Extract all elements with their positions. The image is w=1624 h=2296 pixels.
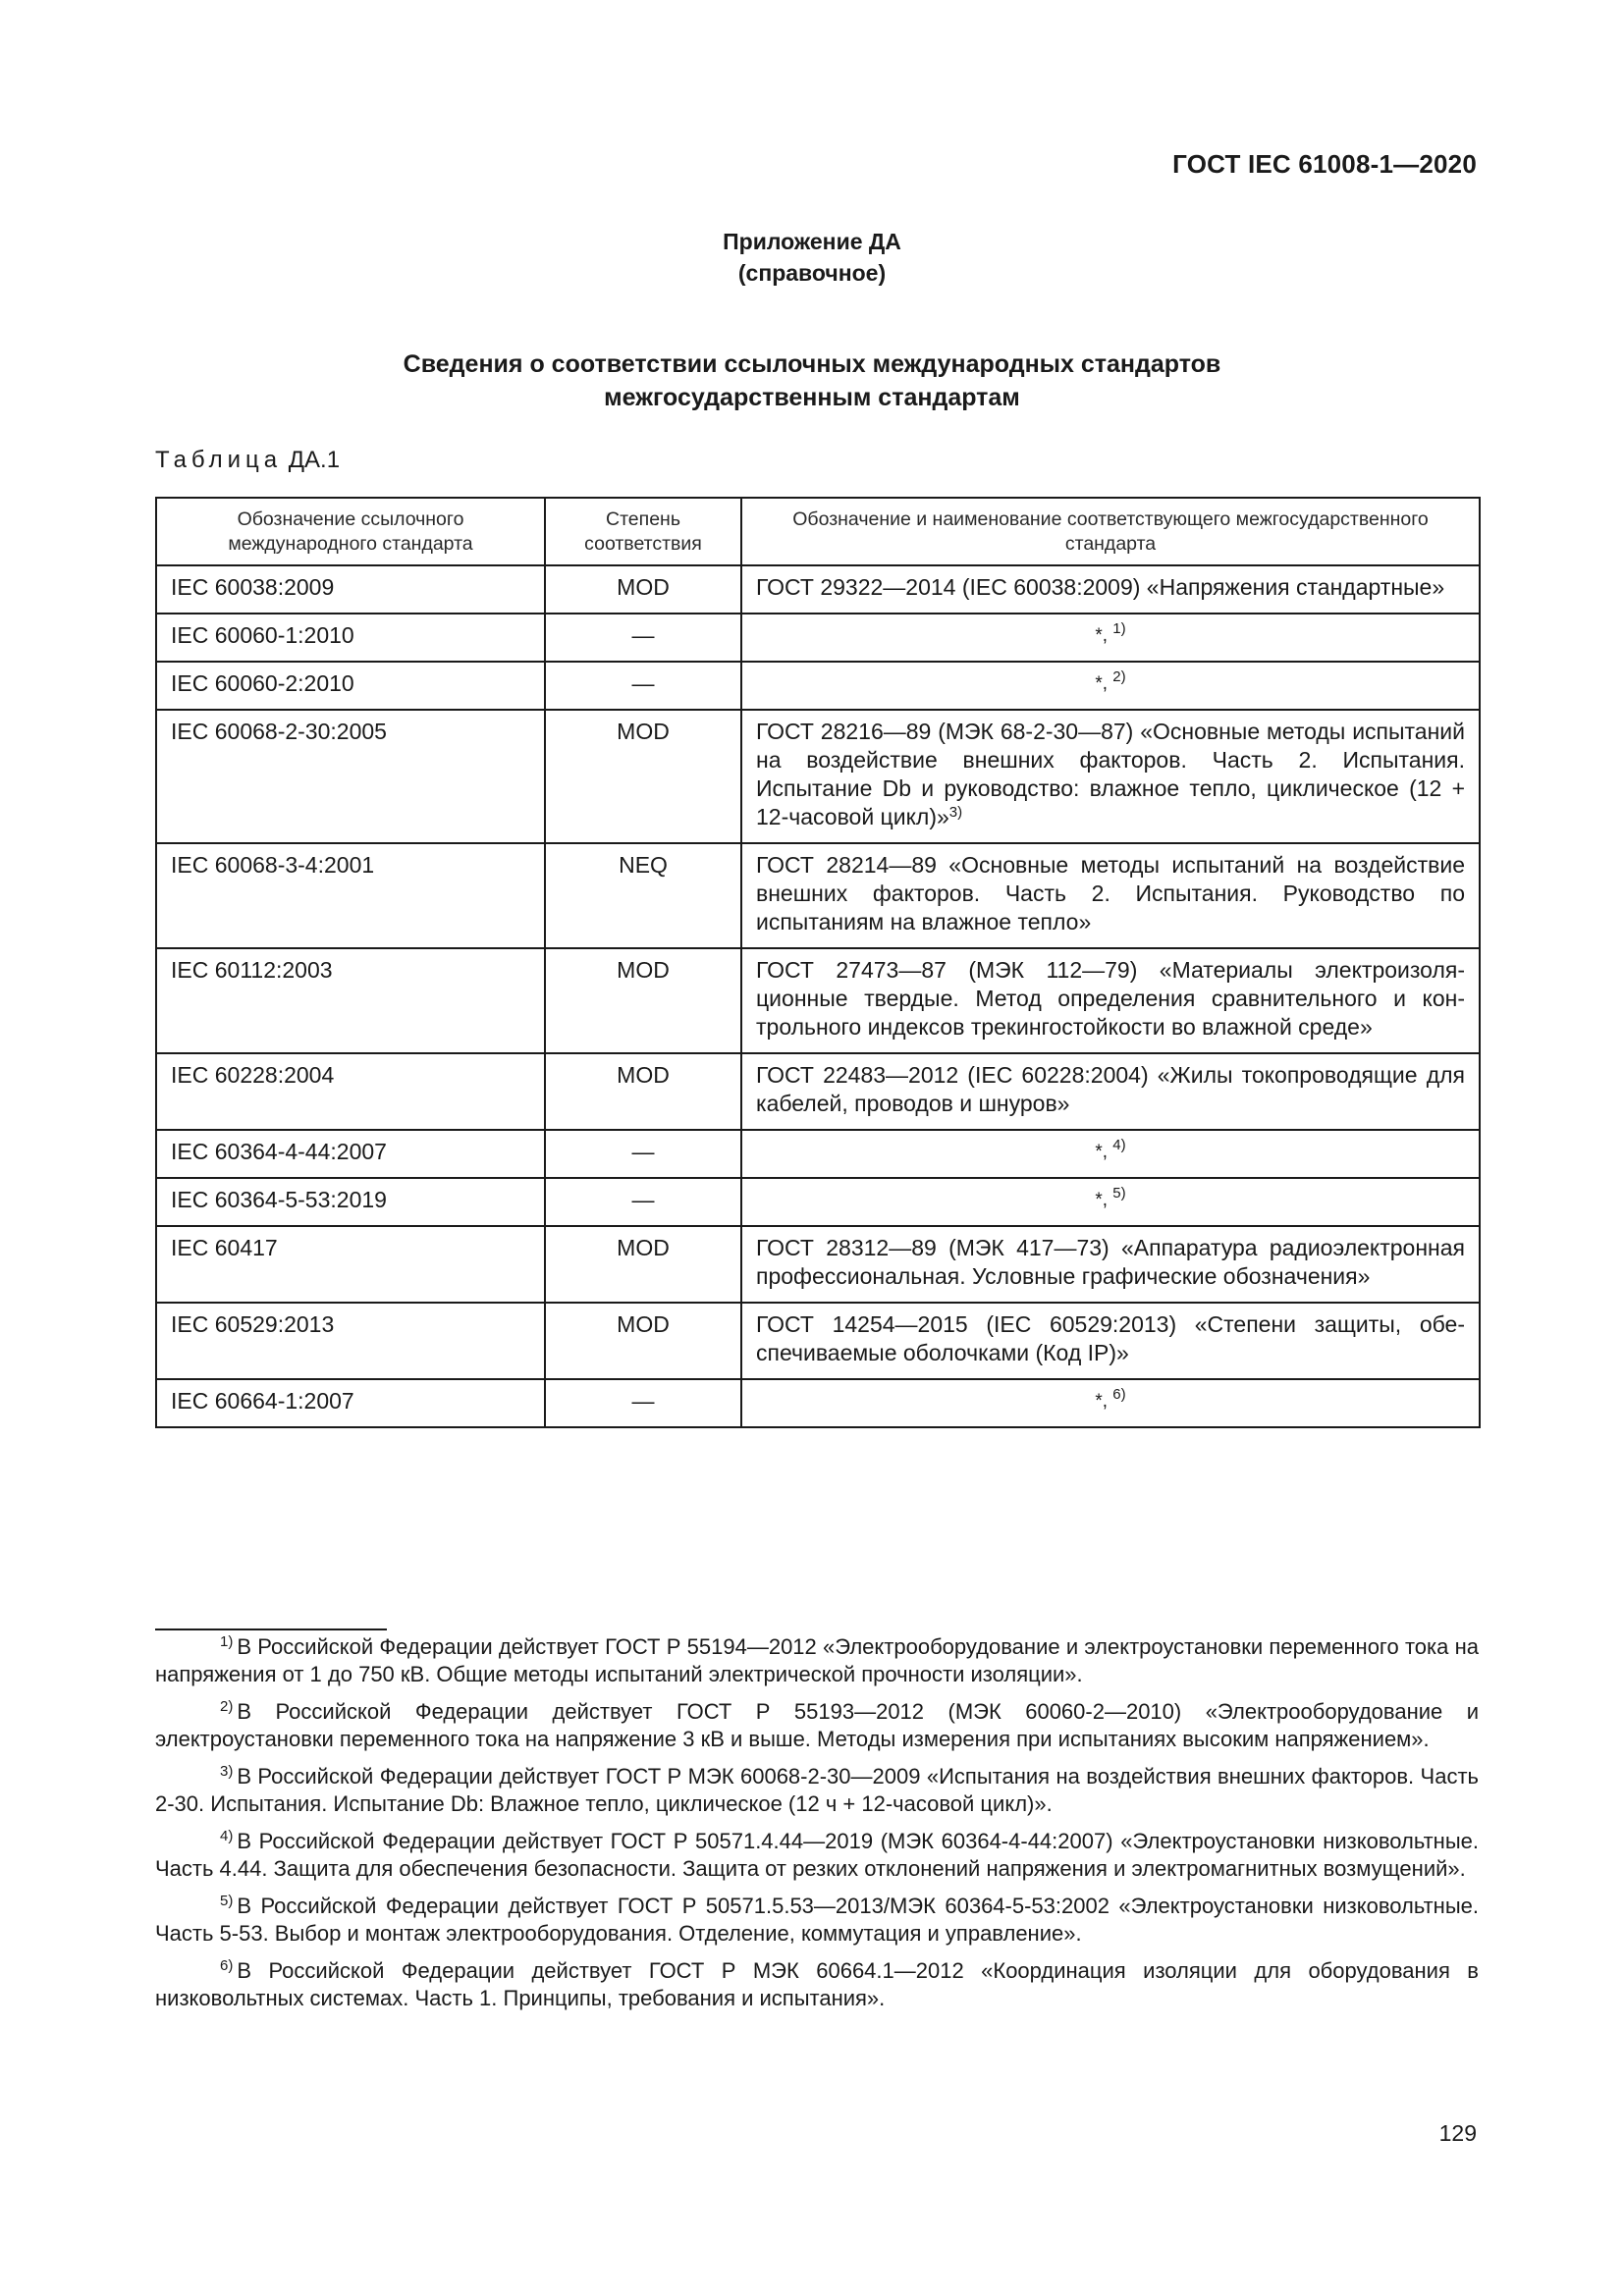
footnote-mark: 6) [220, 1957, 234, 1974]
footnote-text: В Российской Федерации действует ГОСТ Р МЭК 60068-2-30—2009 «Испытания на воздействия внешних факторов. Часть 2-30. Испытания. Испытание Db: Влажное тепло, циклическое (12 ч + 12-часовой цикл)». [155, 1764, 1479, 1816]
footnote-text: В Российской Федерации действует ГОСТ Р 55194—2012 «Электрооборудование и электроустановки переменного тока на напряжения от 1 до 750 кВ. Общие методы испытаний электрической прочности изоляции». [155, 1634, 1479, 1686]
cell-interstate-standard [741, 948, 1480, 1053]
cell-interstate-standard [741, 1178, 1480, 1226]
cell-interstate-standard-text: ГОСТ 14254—2015 (IEC 60529:2013) «Степени защиты, обеспечиваемые оболочками (Код IP)» [756, 1311, 1465, 1365]
footnote-reference: 2) [1112, 668, 1126, 685]
footnote-text: В Российской Федерации действует ГОСТ Р 55193—2012 (МЭК 60060-2—2010) «Электрооборудование и электроустановки переменного тока на напряжение 3 кВ и выше. Методы измерения при испытаниях высоким напряжением». [155, 1699, 1479, 1751]
cell-degree: MOD [545, 565, 741, 614]
cell-degree: NEQ [545, 843, 741, 948]
reference-standards-table [155, 497, 1481, 1428]
cell-interstate-standard [741, 1226, 1480, 1303]
cell-interstate-standard [741, 1130, 1480, 1178]
cell-international-standard: IEC 60364-4-44:2007 [156, 1130, 545, 1178]
cell-interstate-standard [741, 662, 1480, 710]
cell-interstate-standard-text: ГОСТ 27473—87 (МЭК 112—79) «Материалы электроизоляционные твердые. Метод определения сравнительного и контрольного индексов трекингостойкости во влажной среде» [756, 957, 1465, 1040]
section-title-line1: Сведения о соответствии ссылочных международных стандартов [403, 350, 1221, 378]
cell-interstate-standard-text: ГОСТ 22483—2012 (IEC 60228:2004) «Жилы токопроводящие для кабелей, проводов и шнуров» [756, 1062, 1465, 1116]
footnote-mark: 2) [220, 1698, 234, 1715]
footnote [155, 1633, 1479, 1688]
page-number: 129 [1438, 2120, 1477, 2146]
document-number: ГОСТ IEC 61008-1—2020 [1172, 149, 1477, 179]
table-row [156, 565, 1480, 614]
section-title-line2: межгосударственным стандартам [604, 384, 1020, 411]
cell-interstate-standard [741, 1053, 1480, 1130]
cell-interstate-standard-text: ГОСТ 28214—89 «Основные методы испытаний на воздействие внешних факторов. Часть 2. Испытания. Руководство по испытаниям на влажное тепло» [756, 852, 1465, 934]
cell-interstate-standard [741, 1303, 1480, 1379]
annex-subtitle: (справочное) [737, 260, 887, 286]
table-row [156, 1303, 1480, 1379]
cell-interstate-standard-text: ГОСТ 28312—89 (МЭК 417—73) «Аппаратура радиоэлектронная профессиональная. Условные графические обозначения» [756, 1235, 1465, 1289]
footnotes [155, 1633, 1479, 2022]
cell-international-standard: IEC 60060-1:2010 [156, 614, 545, 662]
column-header-interstate-standard: Обозначение и наименование соответствующего межгосударственного стандарта [741, 498, 1480, 565]
footnote-reference: 5) [1112, 1185, 1126, 1201]
table-caption [155, 447, 340, 474]
footnote-mark: 3) [220, 1763, 234, 1780]
footnote-reference: 3) [948, 804, 963, 821]
footnote [155, 1763, 1479, 1818]
footnote-reference: 6) [1112, 1386, 1126, 1403]
cell-international-standard: IEC 60060-2:2010 [156, 662, 545, 710]
cell-interstate-standard-text: *, [1095, 625, 1113, 646]
cell-international-standard: IEC 60112:2003 [156, 948, 545, 1053]
table-row [156, 843, 1480, 948]
cell-international-standard: IEC 60038:2009 [156, 565, 545, 614]
table-row [156, 614, 1480, 662]
column-header-international-standard: Обозначение ссылочного международного стандарта [156, 498, 545, 565]
cell-interstate-standard [741, 565, 1480, 614]
table-header-row [156, 498, 1480, 565]
cell-degree: MOD [545, 948, 741, 1053]
cell-interstate-standard [741, 1379, 1480, 1427]
cell-degree: — [545, 1178, 741, 1226]
footnote-text: В Российской Федерации действует ГОСТ Р 50571.4.44—2019 (МЭК 60364-4-44:2007) «Электроустановки низковольтные. Часть 4.44. Защита для обеспечения безопасности. Защита от резких отклонений напряжения и электромагнитных возмущений». [155, 1829, 1479, 1881]
annex-heading [0, 226, 1624, 289]
cell-degree: — [545, 614, 741, 662]
cell-interstate-standard-text: *, [1095, 1391, 1113, 1412]
table-row [156, 710, 1480, 843]
section-heading [0, 347, 1624, 414]
footnote-mark: 1) [220, 1633, 234, 1650]
cell-degree: MOD [545, 1303, 741, 1379]
cell-interstate-standard [741, 614, 1480, 662]
footnote [155, 1828, 1479, 1883]
cell-international-standard: IEC 60364-5-53:2019 [156, 1178, 545, 1226]
table-row [156, 662, 1480, 710]
table-row [156, 1130, 1480, 1178]
footnote-text: В Российской Федерации действует ГОСТ Р МЭК 60664.1—2012 «Координация изоляции для оборудования в низковольтных системах. Часть 1. Принципы, требования и испытания». [155, 1958, 1479, 2010]
footnote-reference: 1) [1112, 620, 1126, 637]
footnote [155, 1893, 1479, 1948]
footnote [155, 1698, 1479, 1753]
footnote-mark: 4) [220, 1828, 234, 1844]
footnote-mark: 5) [220, 1893, 234, 1909]
cell-interstate-standard-text: *, [1095, 1142, 1113, 1162]
table-row [156, 948, 1480, 1053]
cell-degree: — [545, 1130, 741, 1178]
annex-title: Приложение ДА [723, 229, 901, 254]
cell-degree: — [545, 1379, 741, 1427]
cell-international-standard: IEC 60529:2013 [156, 1303, 545, 1379]
cell-interstate-standard-text: ГОСТ 29322—2014 (IEC 60038:2009) «Напряжения стандартные» [756, 574, 1445, 600]
table-row [156, 1379, 1480, 1427]
column-header-degree: Степень соответствия [545, 498, 741, 565]
cell-degree: MOD [545, 1226, 741, 1303]
cell-international-standard: IEC 60664-1:2007 [156, 1379, 545, 1427]
table-caption-prefix: Таблица [155, 447, 283, 473]
cell-degree: MOD [545, 1053, 741, 1130]
cell-interstate-standard [741, 843, 1480, 948]
footnote-text: В Российской Федерации действует ГОСТ Р 50571.5.53—2013/МЭК 60364-5-53:2002 «Электроустановки низковольтные. Часть 5-53. Выбор и монтаж электрооборудования. Отделение, коммутация и управление». [155, 1894, 1479, 1946]
footnote [155, 1957, 1479, 2012]
table-caption-id: ДА.1 [288, 447, 341, 473]
cell-interstate-standard-text: ГОСТ 28216—89 (МЭК 68-2-30—87) «Основные методы испытаний на воздействие внешних факторов. Часть 2. Испытания. Испытание Db и руководство: влажное тепло, циклическое (12 + 12-часовой цикл)» [756, 719, 1465, 829]
table-body [156, 565, 1480, 1427]
cell-international-standard: IEC 60068-3-4:2001 [156, 843, 545, 948]
cell-interstate-standard [741, 710, 1480, 843]
footnote-reference: 4) [1112, 1137, 1126, 1153]
cell-international-standard: IEC 60417 [156, 1226, 545, 1303]
table-row [156, 1053, 1480, 1130]
cell-interstate-standard-text: *, [1095, 673, 1113, 694]
footnote-divider [155, 1629, 387, 1630]
cell-international-standard: IEC 60228:2004 [156, 1053, 545, 1130]
table-row [156, 1178, 1480, 1226]
cell-degree: — [545, 662, 741, 710]
table-row [156, 1226, 1480, 1303]
cell-interstate-standard-text: *, [1095, 1190, 1113, 1210]
cell-international-standard: IEC 60068-2-30:2005 [156, 710, 545, 843]
cell-degree: MOD [545, 710, 741, 843]
